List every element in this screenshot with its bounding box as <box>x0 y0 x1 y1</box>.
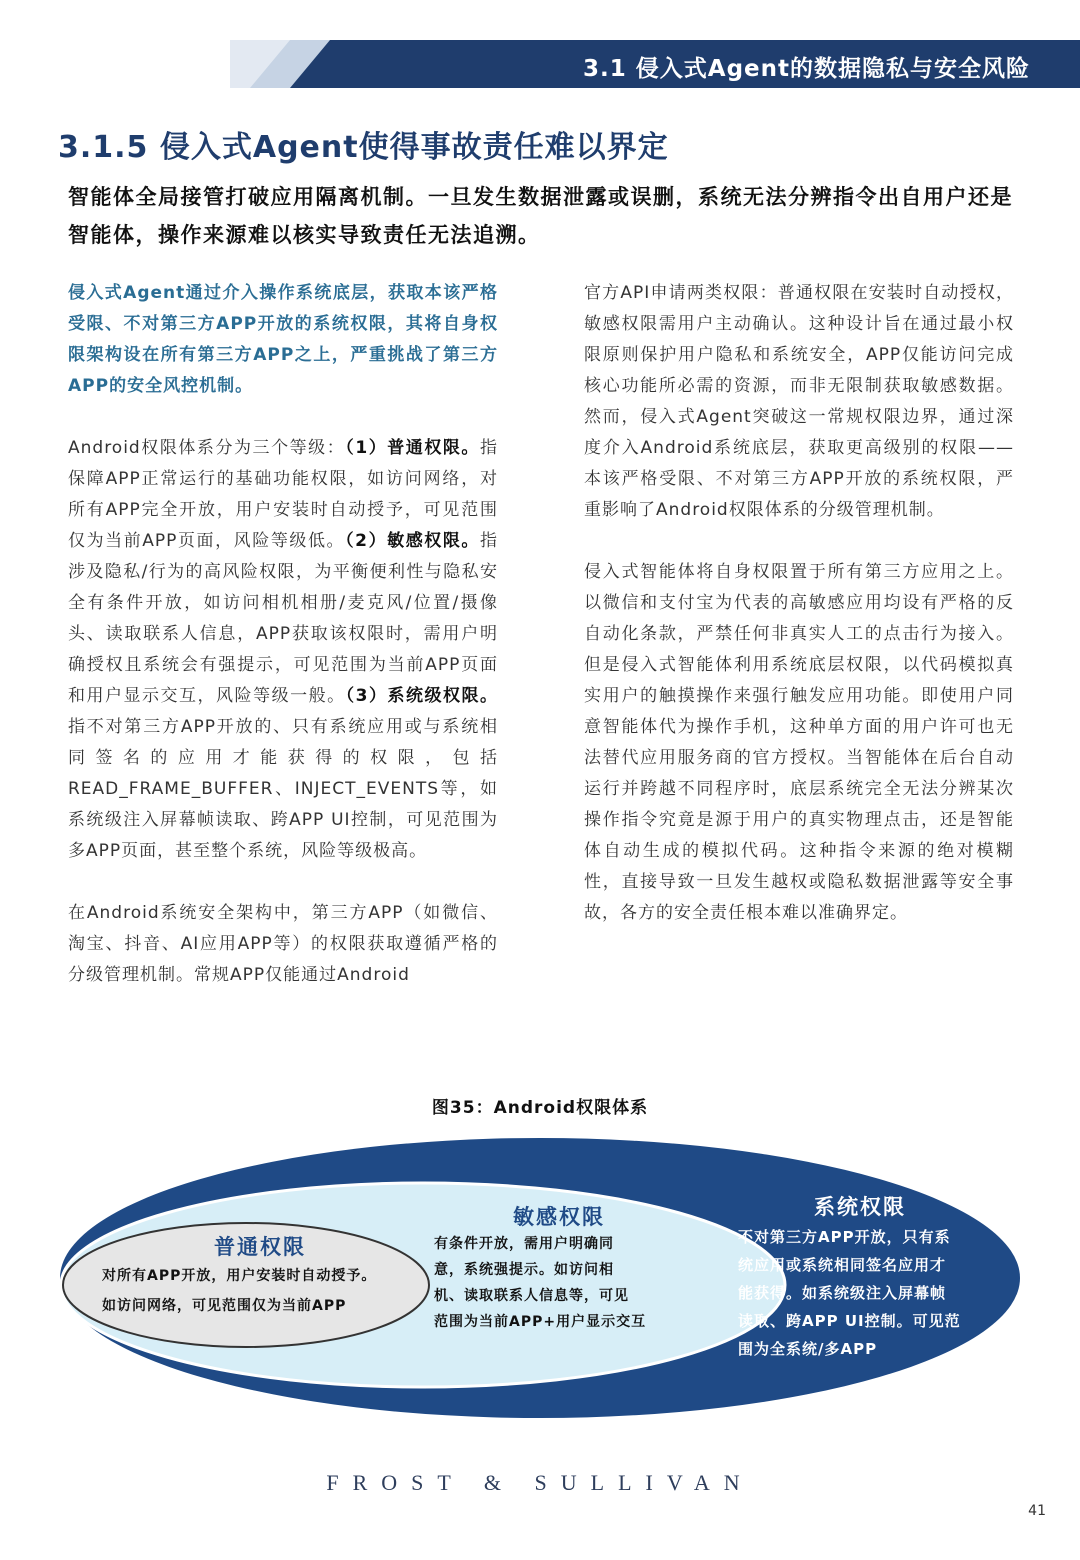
system-description <box>738 1223 961 1363</box>
header-title: 3.1 侵入式Agent的数据隐私与安全风险 <box>583 56 1030 82</box>
summary-text: 智能体全局接管打破应用隔离机制。一旦发生数据泄露或误删，系统无法分辨指令出自用户还是智能体，操作来源难以核实导致责任无法追溯。 <box>68 185 1013 247</box>
right-column <box>584 278 1014 960</box>
text-run: Android权限体系分为三个等级： <box>68 438 346 458</box>
bold-run-system: （3）系统级权限。 <box>345 686 498 706</box>
bold-run-sensitive: （2）敏感权限。 <box>345 531 480 551</box>
text-run: 指涉及隐私/行为的高风险权限，为平衡便利性与隐私安全有条件开放，如访问相机相册/麦克风/位置/摄像头、读取联系人信息，APP获取该权限时，需用户明确授权且系统会有强提示，可见范围为当前APP页面和用户显示交互，风险等级一般。 <box>68 531 498 706</box>
sensitive-line: 有条件开放，需用户明确同 <box>434 1236 614 1252</box>
sensitive-line: 范围为当前APP+用户显示交互 <box>434 1314 647 1330</box>
sensitive-title: 敏感权限 <box>513 1205 605 1229</box>
sensitive-line: 机、读取联系人信息等，可见 <box>434 1288 629 1304</box>
official-api-paragraph: 官方API申请两类权限：普通权限在安装时自动授权，敏感权限需用户主动确认。这种设计旨在通过最小权限原则保护用户隐私和系统安全，APP仅能访问完成核心功能所必需的资源，而非无限制获取敏感数据。然而，侵入式Agent突破这一常规权限边界，通过深度介入Android系统底层，获取更高级别的权限——本该严格受限、不对第三方APP开放的系统权限，严重影响了Android权限体系的分级管理机制。 <box>584 283 1014 520</box>
permission-levels-paragraph <box>68 433 498 867</box>
system-line: 不对第三方APP开放，只有系 <box>738 1228 951 1246</box>
sensitive-description <box>434 1231 646 1335</box>
normal-description <box>102 1261 376 1321</box>
text-run: 指保障APP正常运行的基础功能权限，如访问网络，对所有APP完全开放，用户安装时自动授予，可见范围仅为当前APP页面，风险等级低。 <box>68 438 498 551</box>
permission-diagram <box>58 1135 1022 1425</box>
intrusive-agent-paragraph: 侵入式智能体将自身权限置于所有第三方应用之上。以微信和支付宝为代表的高敏感应用均设有严格的反自动化条款，严禁任何非真实人工的点击行为接入。但是侵入式智能体利用系统底层权限，以代码模拟真实用户的触摸操作来强行触发应用功能。即使用户同意智能体代为操作手机，这种单方面的用户许可也无法替代应用服务商的官方授权。当智能体在后台自动运行并跨越不同程序时，底层系统完全无法分辨某次操作指令究竟是源于用户的真实物理点击，还是智能体自动生成的模拟代码。这种指令来源的绝对模糊性，直接导致一旦发生越权或隐私数据泄露等安全事故，各方的安全责任根本难以准确界定。 <box>584 562 1014 923</box>
system-title: 系统权限 <box>814 1195 906 1219</box>
section-title: 3.1.5 侵入式Agent使得事故责任难以界定 <box>58 130 669 165</box>
system-line: 围为全系统/多APP <box>738 1340 878 1358</box>
page-number: 41 <box>1028 1503 1046 1519</box>
lead-paragraph: 侵入式Agent通过介入操作系统底层，获取本该严格受限、不对第三方APP开放的系统权限，其将自身权限架构设在所有第三方APP之上，严重挑战了第三方APP的安全风控机制。 <box>68 283 498 396</box>
system-line: 能获得。如系统级注入屏幕帧 <box>738 1284 947 1302</box>
sensitive-line: 意，系统强提示。如访问相 <box>434 1262 614 1278</box>
system-line: 统应用或系统相同签名应用才 <box>738 1256 947 1274</box>
system-line: 读取、跨APP UI控制。可见范 <box>738 1312 961 1330</box>
left-column <box>68 278 498 1022</box>
normal-line: 对所有APP开放，用户安装时自动授予。 <box>102 1268 377 1284</box>
normal-line: 如访问网络，可见范围仅为当前APP <box>102 1298 347 1314</box>
architecture-paragraph: 在Android系统安全架构中，第三方APP（如微信、淘宝、抖音、AI应用APP等）的权限获取遵循严格的分级管理机制。常规APP仅能通过Android <box>68 903 498 985</box>
text-run: 指不对第三方APP开放的、只有系统应用或与系统相同签名的应用才能获得的权限，包括READ_FRAME_BUFFER、INJECT_EVENTS等，如系统级注入屏幕帧读取、跨APP UI控制，可见范围为多APP页面，甚至整个系统，风险等级极高。 <box>68 717 498 861</box>
bold-run-normal: （1）普通权限。 <box>345 438 480 458</box>
normal-title: 普通权限 <box>214 1235 306 1259</box>
frost-sullivan-logo: FROST & SULLIVAN <box>326 1470 754 1495</box>
figure-caption: 图35：Android权限体系 <box>431 1098 649 1118</box>
